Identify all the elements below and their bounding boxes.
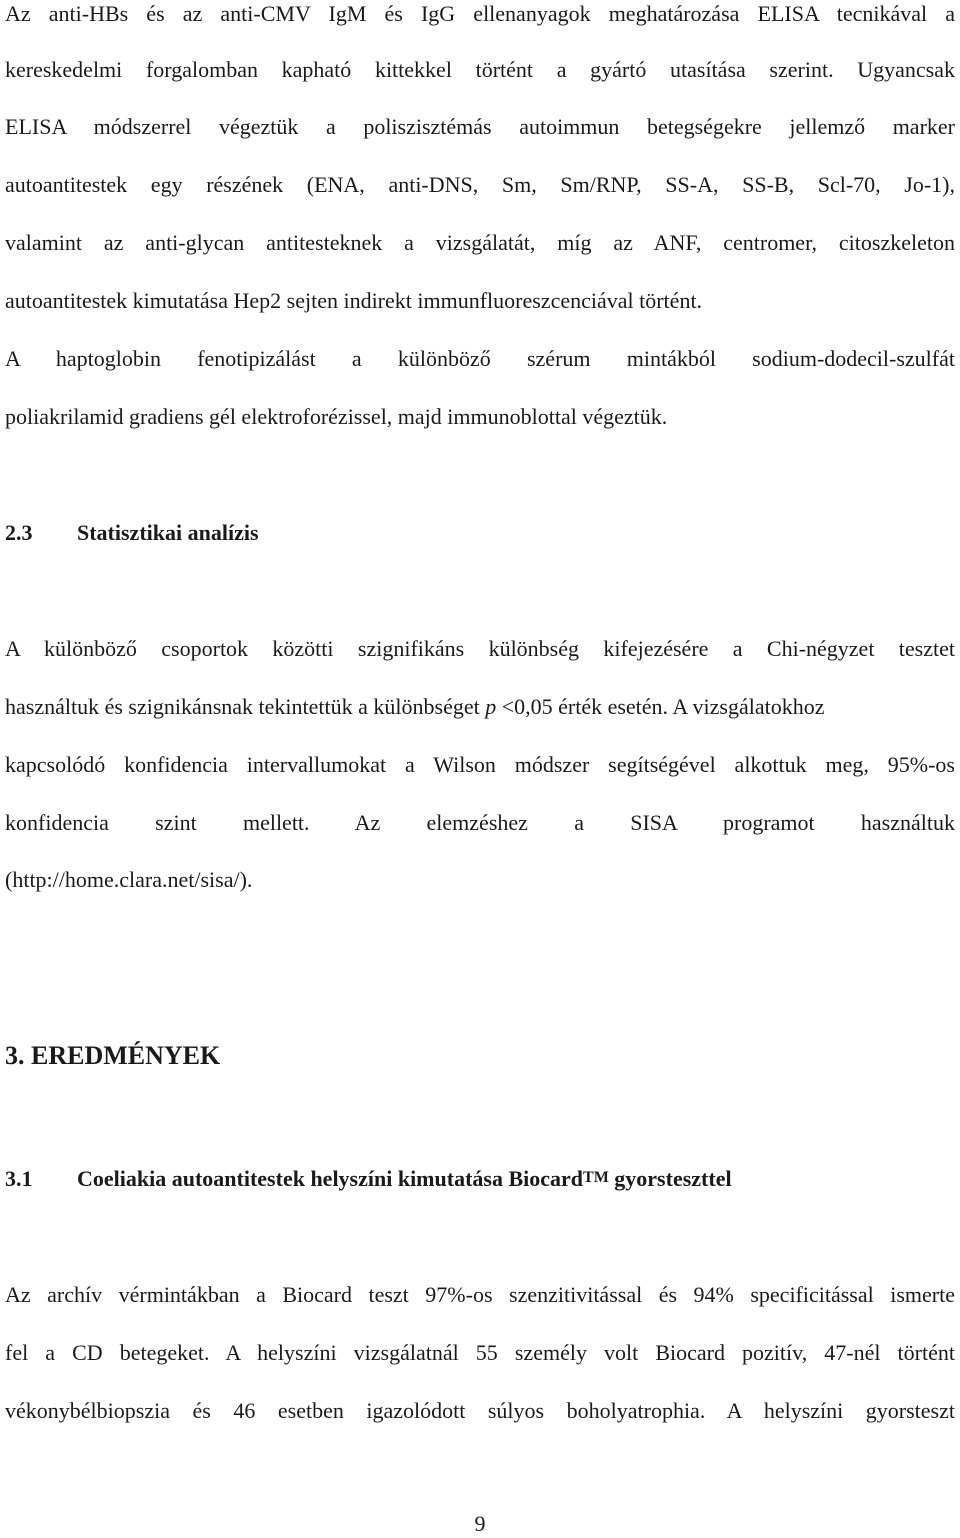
text-run: használtuk és szignikánsnak tekintettük a különbséget [5, 694, 486, 719]
paragraph-line: konfidencia szint mellett. Az elemzéshez a SISA programot használtuk [5, 810, 955, 835]
section-title-end: gyorsteszttel [608, 1166, 732, 1191]
section-heading-2-3 [5, 518, 259, 548]
paragraph-line: fel a CD betegeket. A helyszíni vizsgálatnál 55 személy volt Biocard pozitív, 47-nél történt [5, 1340, 955, 1365]
section-heading-3-1 [5, 1164, 732, 1197]
paragraph-line: Az anti-HBs és az anti-CMV IgM és IgG ellenanyagok meghatározása ELISA tecnikával a [5, 1, 955, 26]
paragraph-line: ELISA módszerrel végeztük a poliszisztémás autoimmun betegségekre jellemző marker [5, 114, 955, 139]
paragraph-line: A különböző csoportok közötti szignifikáns különbség kifejezésére a Chi-négyzet tesztet [5, 636, 955, 661]
paragraph-line: autoantitestek egy részének (ENA, anti-DNS, Sm, Sm/RNP, SS-A, SS-B, Scl-70, Jo-1), [5, 172, 955, 197]
page-number: 9 [474, 1511, 486, 1536]
paragraph-line [5, 693, 955, 721]
paragraph-line: kapcsolódó konfidencia intervallumokat a Wilson módszer segítségével alkottuk meg, 95%-os [5, 752, 955, 777]
section-title: Statisztikai analízis [77, 520, 259, 545]
paragraph-line: vékonybélbiopszia és 46 esetben igazolódott súlyos boholyatrophia. A helyszíni gyorsteszt [5, 1398, 955, 1423]
section-title: Coeliakia autoantitestek helyszíni kimutatása Biocard [77, 1166, 584, 1191]
section-number: 3.1 [5, 1166, 33, 1191]
paragraph-line: kereskedelmi forgalomban kapható kittekkel történt a gyártó utasítása szerint. Ugyancsak [5, 57, 955, 82]
text-run: <0,05 érték esetén. A vizsgálatokhoz [496, 694, 825, 719]
chapter-heading: 3. EREDMÉNYEK [5, 1041, 221, 1070]
trademark-mark: TM [583, 1169, 609, 1186]
paragraph-line: A haptoglobin fenotipizálást a különböző szérum mintákból sodium-dodecil-szulfát [5, 346, 955, 371]
paragraph-line: poliakrilamid gradiens gél elektroforézissel, majd immunoblottal végeztük. [5, 404, 668, 429]
p-value-symbol: p [485, 694, 497, 719]
paragraph-line: autoantitestek kimutatása Hep2 sejten indirekt immunfluoreszcenciával történt. [5, 288, 703, 313]
paragraph-line: (http://home.clara.net/sisa/). [5, 867, 253, 892]
paragraph-line: Az archív vérmintákban a Biocard teszt 97%-os szenzitivitással és 94% specificitással ismerte [5, 1282, 955, 1307]
section-number: 2.3 [5, 520, 33, 545]
paragraph-line: valamint az anti-glycan antitesteknek a vizsgálatát, míg az ANF, centromer, citoszkeleton [5, 230, 955, 255]
